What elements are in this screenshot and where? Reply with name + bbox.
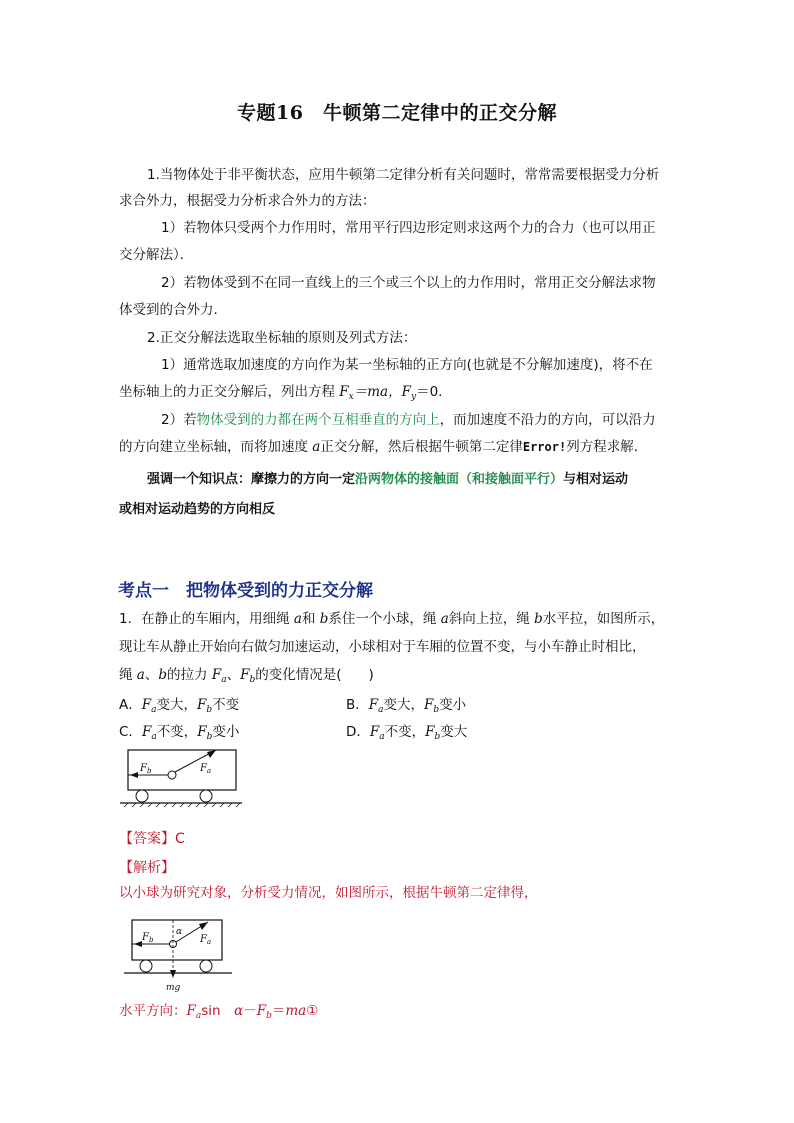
intro-p2-line2: 交分解法）． xyxy=(119,247,194,263)
arrow-mg xyxy=(170,970,176,978)
ball xyxy=(168,771,176,779)
arrow-fb xyxy=(134,941,142,947)
intro-p5-line2: 坐标轴上的力正交分解后，列出方程 $F_x=ma$，$F_y=0$. xyxy=(119,384,443,402)
analysis-label: 【解析】 xyxy=(119,860,175,876)
emphasis-line1: 强调一个知识点：摩擦力的方向一定沿两物体的接触面（和接触面平行）与相对运动 xyxy=(147,472,629,487)
label-fa: $F_a$ xyxy=(200,934,212,946)
section-heading: 考点一 把物体受到的力正交分解 xyxy=(118,581,373,601)
wheel-left xyxy=(136,790,148,802)
intro-p4-line1: 2.正交分解法选取坐标轴的原则及列式方法： xyxy=(147,330,417,346)
option-c[interactable]: C．$F_a$不变，$F_b$变小 xyxy=(119,724,240,742)
figure-cart-2 xyxy=(118,912,238,998)
wheel-right xyxy=(200,960,212,972)
label-mg: mg xyxy=(166,983,181,993)
intro-p3-line2: 体受到的合外力． xyxy=(119,302,227,318)
intro-p3-line1: 2）若物体受到不在同一直线上的三个或三个以上的力作用时，常用正交分解法求物 xyxy=(161,275,656,291)
arrow-fb xyxy=(130,772,138,778)
analysis-line: 以小球为研究对象，分析受力情况，如图所示，根据牛顿第二定律得， xyxy=(119,885,538,901)
option-d[interactable]: D．$F_a$不变，$F_b$变大 xyxy=(346,724,468,742)
option-a[interactable]: A．$F_a$变大，$F_b$不变 xyxy=(119,697,240,715)
question-line1: 1．在静止的车厢内，用细绳 a和 b系住一个小球，绳 a斜向上拉，绳 b水平拉，如图所示， xyxy=(119,611,665,627)
intro-p2-line1: 1）若物体只受两个力作用时，常用平行四边形定则求这两个力的合力（也可以用正 xyxy=(161,220,656,236)
horizontal-equation: 水平方向：$F_a\sin$ $\alpha-F_b=ma①$ xyxy=(119,1003,319,1021)
emphasis-line2: 或相对运动趋势的方向相反 xyxy=(119,502,276,517)
figure-cart-1 xyxy=(118,745,244,809)
answer-label: 【答案】C xyxy=(119,831,185,847)
arrow-fa xyxy=(199,922,208,930)
intro-p1-line1: 1.当物体处于非平衡状态，应用牛顿第二定律分析有关问题时，常常需要根据受力分析 xyxy=(147,167,660,183)
question-line2: 现让车从静止开始向右做匀加速运动，小球相对于车厢的位置不变，与小车静止时相比， xyxy=(119,639,646,655)
arrow-fa xyxy=(207,750,216,758)
label-fb: $F_b$ xyxy=(140,763,152,775)
wheel-left xyxy=(140,960,152,972)
label-alpha: α xyxy=(176,927,183,937)
intro-p5-line1: 1）通常选取加速度的方向作为某一坐标轴的正方向(也就是不分解加速度)，将不在 xyxy=(161,357,653,373)
intro-p6-line2: 的方向建立坐标轴，而将加速度 a正交分解，然后根据牛顿第二定律Error!列方程求解． xyxy=(119,439,648,455)
intro-p6-line1: 2）若物体受到的力都在两个互相垂直的方向上，而加速度不沿力的方向，可以沿力 xyxy=(161,412,656,428)
wheel-right xyxy=(200,790,212,802)
page-title: 专题16 牛顿第二定律中的正交分解 xyxy=(237,102,557,124)
label-fa: $F_a$ xyxy=(200,763,212,775)
option-b[interactable]: B．$F_a$变大，$F_b$变小 xyxy=(346,697,467,715)
question-line3: 绳 a、b的拉力 $F_a$、$F_b$的变化情况是( ) xyxy=(119,667,374,685)
label-fb: $F_b$ xyxy=(142,932,154,944)
intro-p1-line2: 求合外力，根据受力分析求合外力的方法： xyxy=(119,193,376,209)
